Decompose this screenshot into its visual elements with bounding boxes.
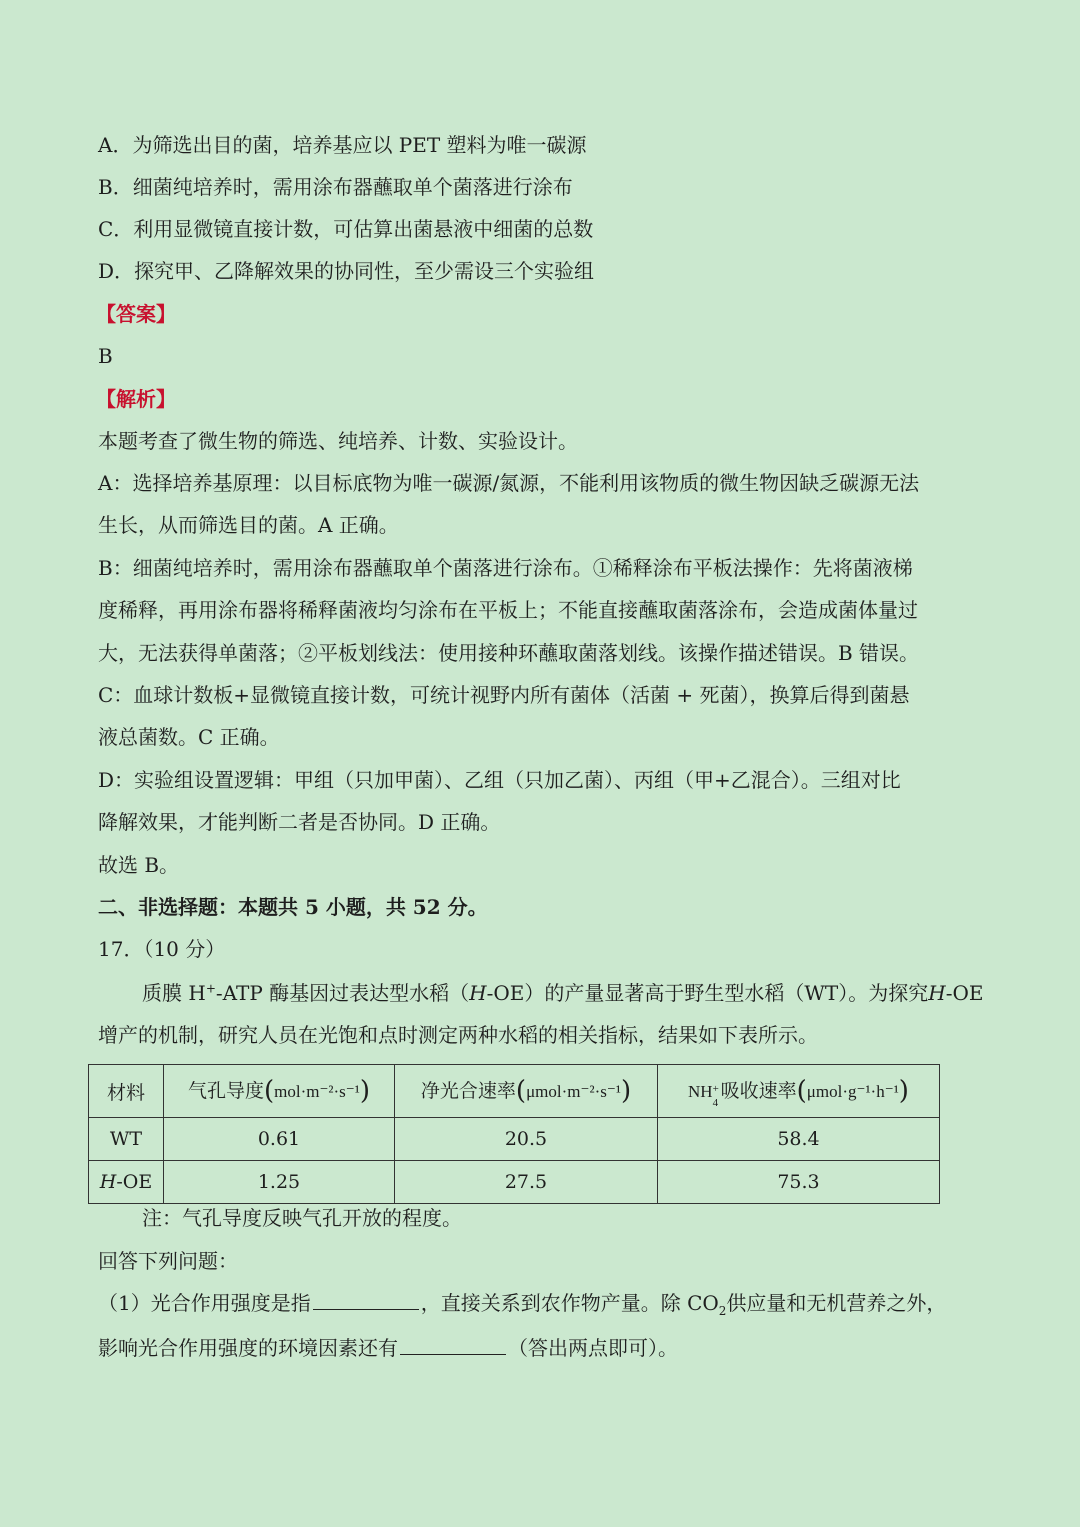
sub-question-1: （1）光合作用强度是指 ，直接关系到农作物产量。除 $CO_2$供应量和无机营养之外， (98, 1291, 947, 1318)
question-intro: 质膜 H+-ATP 酶基因过表达型水稻（H-OE）的产量显著高于野生型水稻（WT）。为探究H-OE (142, 981, 984, 1005)
cell-net-photosynthesis: 27.5 (395, 1161, 658, 1204)
header-net-photosynthesis: 净光合速率(μmol·m⁻²·s⁻¹) (395, 1065, 658, 1118)
cell-material: H-OE (89, 1161, 164, 1204)
analysis-line: 度稀释，再用涂布器将稀释菌液均匀涂布在平板上；不能直接蘸取菌落涂布，会造成菌体量过 (98, 598, 918, 622)
answer-label: 【答案】 (96, 302, 176, 326)
answer-blank[interactable] (400, 1334, 506, 1355)
section-title: 二、非选择题：本题共 5 小题，共 52 分。 (98, 895, 488, 919)
cell-net-photosynthesis: 20.5 (395, 1118, 658, 1161)
answer-blank[interactable] (313, 1289, 419, 1310)
table-note: 注：气孔导度反映气孔开放的程度。 (142, 1206, 462, 1230)
header-stomatal-conductance: 气孔导度(mol·m⁻²·s⁻¹) (164, 1065, 395, 1118)
sub-question-1-cont: 影响光合作用强度的环境因素还有 （答出两点即可）。 (98, 1336, 678, 1360)
analysis-label: 【解析】 (96, 387, 176, 411)
question-intro-cont: 增产的机制，研究人员在光饱和点时测定两种水稻的相关指标，结果如下表所示。 (98, 1023, 818, 1047)
analysis-line: A：选择培养基原理：以目标底物为唯一碳源/氮源，不能利用该物质的微生物因缺乏碳源无法 (98, 471, 920, 495)
cell-material: WT (89, 1118, 164, 1161)
cell-stomatal-conductance: 0.61 (164, 1118, 395, 1161)
header-nh4-uptake: NH + 4 吸收速率(μmol·g⁻¹·h⁻¹) (658, 1065, 940, 1118)
table-row (89, 1161, 940, 1204)
results-table (88, 1064, 940, 1204)
option-b: B．细菌纯培养时，需用涂布器蘸取单个菌落进行涂布 (98, 175, 573, 199)
cell-stomatal-conductance: 1.25 (164, 1161, 395, 1204)
header-material: 材料 (89, 1065, 164, 1118)
analysis-line: 故选 B。 (98, 853, 180, 877)
cell-nh4-uptake: 58.4 (658, 1118, 940, 1161)
question-number: 17．（10 分） (98, 937, 226, 961)
analysis-line: B：细菌纯培养时，需用涂布器蘸取单个菌落进行涂布。①稀释涂布平板法操作：先将菌液梯 (98, 556, 913, 580)
analysis-line: 本题考查了微生物的筛选、纯培养、计数、实验设计。 (98, 429, 578, 453)
analysis-line: 液总菌数。C 正确。 (98, 725, 280, 749)
analysis-line: 降解效果，才能判断二者是否协同。D 正确。 (98, 810, 501, 834)
answer-value: B (98, 344, 113, 368)
analysis-line: 生长，从而筛选目的菌。A 正确。 (98, 513, 399, 537)
option-c: C．利用显微镜直接计数，可估算出菌悬液中细菌的总数 (98, 217, 594, 241)
option-d: D．探究甲、乙降解效果的协同性，至少需设三个实验组 (98, 259, 595, 283)
question-prompt: 回答下列问题： (98, 1249, 238, 1273)
table-header-row (89, 1065, 940, 1118)
option-a: A．为筛选出目的菌，培养基应以 PET 塑料为唯一碳源 (98, 133, 587, 157)
cell-nh4-uptake: 75.3 (658, 1161, 940, 1204)
analysis-line: D：实验组设置逻辑：甲组（只加甲菌）、乙组（只加乙菌）、丙组（甲+乙混合）。三组对比 (98, 768, 901, 792)
analysis-line: 大，无法获得单菌落；②平板划线法：使用接种环蘸取菌落划线。该操作描述错误。B 错误。 (98, 641, 920, 665)
table-row (89, 1118, 940, 1161)
analysis-line: C：血球计数板+显微镜直接计数，可统计视野内所有菌体（活菌 + 死菌），换算后得到菌悬 (98, 683, 910, 707)
